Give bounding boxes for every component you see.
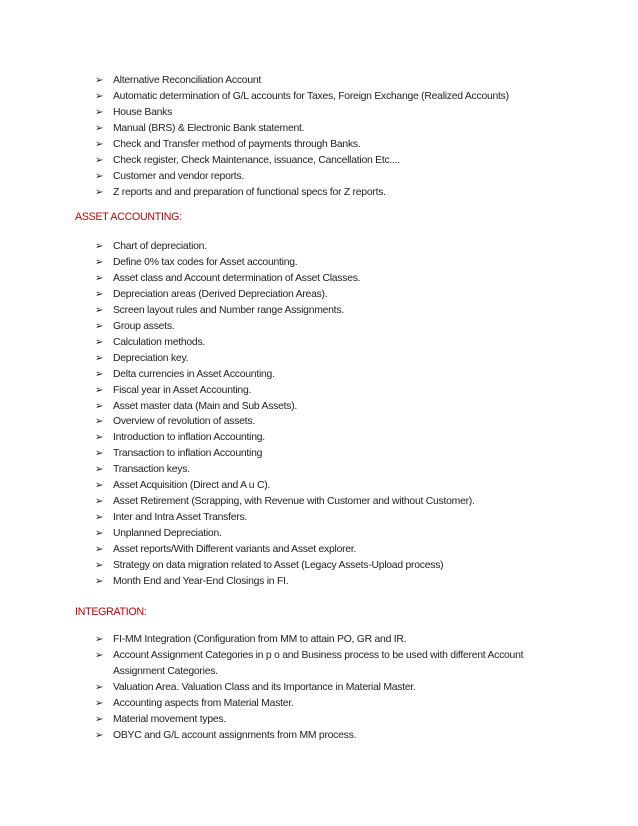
arrow-bullet-icon: ➢ (95, 170, 104, 182)
arrow-bullet-icon: ➢ (95, 528, 104, 540)
list-item (95, 542, 565, 558)
arrow-bullet-icon: ➢ (95, 106, 104, 118)
list-item (95, 137, 565, 153)
arrow-bullet-icon: ➢ (95, 480, 104, 492)
arrow-bullet-icon: ➢ (95, 697, 104, 709)
arrow-bullet-icon: ➢ (95, 448, 104, 460)
list-item-text: OBYC and G/L account assignments from MM process. (113, 729, 357, 741)
list-item-text: Introduction to inflation Accounting. (113, 432, 265, 444)
arrow-bullet-icon: ➢ (95, 90, 104, 102)
arrow-bullet-icon: ➢ (95, 75, 104, 86)
list-item (95, 478, 565, 494)
list-item-text: Account Assignment Categories in p o and Business process to be used with different Account Assignment Categories. (113, 649, 524, 677)
list-item-text: Asset Acquisition (Direct and A u C). (113, 480, 271, 492)
arrow-bullet-icon: ➢ (95, 681, 104, 693)
list-item (95, 430, 565, 446)
arrow-bullet-icon: ➢ (95, 729, 104, 741)
list-item (95, 510, 565, 526)
list-item (95, 462, 565, 478)
asset-accounting-heading: ASSET ACCOUNTING: (75, 211, 182, 223)
list-item-text: Strategy on data migration related to Asset (Legacy Assets-Upload process) (113, 560, 444, 572)
arrow-bullet-icon: ➢ (95, 352, 104, 364)
list-item (95, 271, 565, 287)
list-item-text: Transaction keys. (113, 464, 190, 476)
list-item (95, 303, 565, 319)
list-item (95, 680, 565, 696)
arrow-bullet-icon: ➢ (95, 544, 104, 556)
list-item-text: Unplanned Depreciation. (113, 528, 222, 540)
list-item-text: Transaction to inflation Accounting (113, 448, 263, 460)
list-item-text: Z reports and and preparation of functional specs for Z reports. (113, 186, 386, 198)
list-item-text: Check register, Check Maintenance, issuance, Cancellation Etc.... (113, 154, 400, 166)
list-item (95, 169, 565, 185)
arrow-bullet-icon: ➢ (95, 186, 104, 198)
list-item (95, 399, 565, 415)
list-item (95, 185, 565, 201)
list-item (95, 446, 565, 462)
list-item-text: Inter and Intra Asset Transfers. (113, 512, 248, 524)
asset-accounting-list (95, 239, 565, 590)
list-item-text: Alternative Reconciliation Account (113, 75, 262, 86)
arrow-bullet-icon: ➢ (95, 560, 104, 572)
integration-heading: INTEGRATION: (75, 606, 147, 618)
arrow-bullet-icon: ➢ (95, 304, 104, 316)
list-item (95, 494, 565, 510)
list-item (95, 526, 565, 542)
list-item-text: Chart of depreciation. (113, 241, 207, 252)
list-item (95, 383, 565, 399)
list-item (95, 574, 565, 590)
list-item-text: Fiscal year in Asset Accounting. (113, 384, 252, 396)
list-item-text: Asset class and Account determination of Asset Classes. (113, 272, 361, 284)
arrow-bullet-icon: ➢ (95, 154, 104, 166)
arrow-bullet-icon: ➢ (95, 288, 104, 300)
list-item-text: Asset master data (Main and Sub Assets). (113, 400, 298, 412)
list-item-text: Define 0% tax codes for Asset accounting. (113, 256, 298, 268)
integration-list (95, 632, 565, 744)
list-item-text: Manual (BRS) & Electronic Bank statement. (113, 122, 305, 134)
arrow-bullet-icon: ➢ (95, 122, 104, 134)
list-item (95, 558, 565, 574)
list-item (95, 712, 565, 728)
list-item (95, 121, 565, 137)
list-item-text: Delta currencies in Asset Accounting. (113, 368, 275, 380)
list-item-text: Material movement types. (113, 713, 226, 725)
list-item-text: Overview of revolution of assets. (113, 416, 255, 428)
list-item (95, 414, 565, 430)
list-item-text: Calculation methods. (113, 336, 206, 348)
arrow-bullet-icon: ➢ (95, 272, 104, 284)
arrow-bullet-icon: ➢ (95, 320, 104, 332)
list-item (95, 351, 565, 367)
list-item (95, 728, 565, 744)
arrow-bullet-icon: ➢ (95, 496, 104, 508)
arrow-bullet-icon: ➢ (95, 464, 104, 476)
arrow-bullet-icon: ➢ (95, 400, 104, 412)
list-item (95, 89, 565, 105)
list-item (95, 105, 565, 121)
arrow-bullet-icon: ➢ (95, 256, 104, 268)
arrow-bullet-icon: ➢ (95, 649, 104, 661)
list-item-text: FI-MM Integration (Configuration from MM to attain PO, GR and IR. (113, 634, 407, 645)
arrow-bullet-icon: ➢ (95, 634, 104, 645)
list-item (95, 319, 565, 335)
list-item (95, 73, 565, 89)
list-item (95, 153, 565, 169)
list-item-text: Screen layout rules and Number range Assignments. (113, 304, 344, 316)
list-item-text: Group assets. (113, 320, 175, 332)
bank-topics-list (95, 73, 565, 201)
arrow-bullet-icon: ➢ (95, 512, 104, 524)
arrow-bullet-icon: ➢ (95, 576, 104, 588)
list-item (95, 696, 565, 712)
list-item-text: Customer and vendor reports. (113, 170, 245, 182)
list-item-text: Check and Transfer method of payments through Banks. (113, 138, 361, 150)
list-item (95, 239, 565, 255)
list-item (95, 367, 565, 383)
list-item (95, 632, 565, 648)
arrow-bullet-icon: ➢ (95, 241, 104, 252)
list-item (95, 287, 565, 303)
list-item-text: House Banks (113, 106, 173, 118)
list-item-text: Valuation Area. Valuation Class and its Importance in Material Master. (113, 681, 416, 693)
list-item-text: Accounting aspects from Material Master. (113, 697, 294, 709)
list-item-text: Month End and Year-End Closings in FI. (113, 576, 289, 588)
list-item (95, 648, 565, 680)
arrow-bullet-icon: ➢ (95, 384, 104, 396)
arrow-bullet-icon: ➢ (95, 336, 104, 348)
list-item-text: Depreciation areas (Derived Depreciation Areas). (113, 288, 328, 300)
list-item-text: Asset Retirement (Scrapping, with Revenue with Customer and without Customer). (113, 496, 475, 508)
arrow-bullet-icon: ➢ (95, 138, 104, 150)
arrow-bullet-icon: ➢ (95, 432, 104, 444)
list-item-text: Asset reports/With Different variants and Asset explorer. (113, 544, 357, 556)
list-item (95, 335, 565, 351)
list-item-text: Automatic determination of G/L accounts for Taxes, Foreign Exchange (Realized Accounts) (113, 90, 509, 102)
arrow-bullet-icon: ➢ (95, 416, 104, 428)
list-item-text: Depreciation key. (113, 352, 189, 364)
arrow-bullet-icon: ➢ (95, 368, 104, 380)
list-item (95, 255, 565, 271)
arrow-bullet-icon: ➢ (95, 713, 104, 725)
